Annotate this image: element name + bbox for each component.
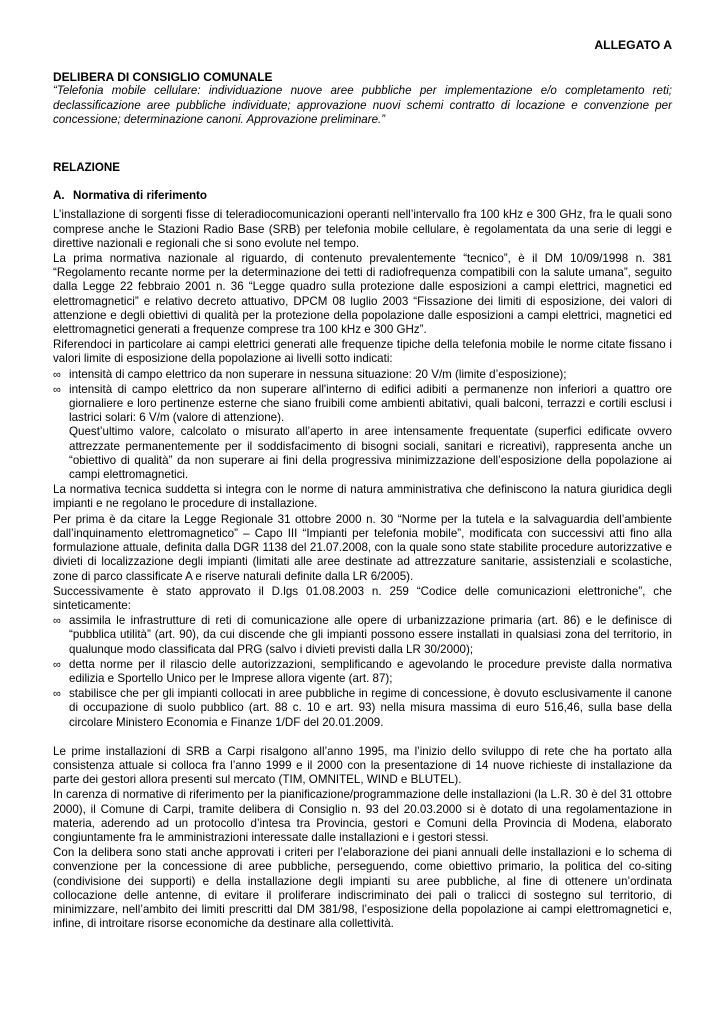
allegato-label: ALLEGATO A xyxy=(594,38,672,52)
bullet-icon: ∞ xyxy=(53,383,61,396)
bullet-icon: ∞ xyxy=(53,368,61,381)
list-item-main: intensità di campo elettrico da non superare all'interno di edifici adibiti a permanenze non inferiori a quattro ore giornaliere e loro pertinenze esterne che siano fruibili come ambienti abitativi, quali balconi, terrazzi e cortili esclusi i lastrici solari: 6 V/m (valore di attenzione). xyxy=(69,382,672,425)
bullet-icon: ∞ xyxy=(53,658,61,671)
paragraph: Per prima è da citare la Legge Regionale 31 ottobre 2000 n. 30 “Norme per la tutela e la salvaguardia dell’ambiente dall’inquinamento elettromagnetico” – Capo III “Impianti per telefonia mobile”, modificata con successivi atti fino alla formulazione attuale, definita dalla DGR 1138 del 21.07.2008, con la quale sono state stabilite procedure autorizzative e divieti di localizzazione degli impianti (limitati alle aree destinate ad attrezzature sanitarie, assistenziali e scolastiche, zone di parco classificate A e riserve naturali definite dalla LR 6/2005). xyxy=(53,512,672,583)
code-provisions-list xyxy=(53,614,672,730)
list-item xyxy=(53,687,672,730)
delibera-subject: “Telefonia mobile cellulare: individuazione nuove aree pubbliche per implementazione e/o completamento reti; declassificazione aree pubbliche individuate; approvazione nuovi schemi contratto di locazione e convenzione per concessione; determinazione canoni. Approvazione preliminare.” xyxy=(53,84,672,126)
paragraph: L’installazione di sorgenti fisse di teleradiocomunicazioni operanti nell’intervallo fra 100 kHz e 300 GHz, fra le quali sono comprese anche le Stazioni Radio Base (SRB) per telefonia mobile cellulare, è regolamentata da una serie di leggi e direttive nazionali e regionali che si sono evolute nel tempo. xyxy=(53,208,672,250)
list-item-text: assimila le infrastrutture di reti di comunicazione alle opere di urbanizzazione primaria (art. 86) e le definisce di “pubblica utilità” (art. 90), da cui discende che gli impianti possono essere installati in qualsiasi zona del territorio, in qualunque modo classificata dal PRG (salvo i divieti previsti dalla LR 30/2000); xyxy=(69,614,672,656)
section-number: A. xyxy=(53,189,65,203)
list-item xyxy=(53,383,672,482)
section-title: Normativa di riferimento xyxy=(73,189,208,203)
list-item-text: intensità di campo elettrico da non superare in nessuna situazione: 20 V/m (limite d’esposizione); xyxy=(69,367,567,381)
paragraph: La prima normativa nazionale al riguardo, di contenuto prevalentemente “tecnico”, è il DM 10/09/1998 n. 381 “Regolamento recante norme per la determinazione dei tetti di radiofrequenza compatibili con la salute umana”, seguito dalla Legge 22 febbraio 2001 n. 36 “Legge quadro sulla protezione dalle esposizioni a campi elettrici, magnetici ed elettromagnetici” e relativo decreto attuativo, DPCM 08 luglio 2003 “Fissazione dei limiti di esposizione, dei valori di attenzione e degli obiettivi di qualità per la protezione della popolazione dalle esposizioni a campi elettrici, magnetici ed elettromagnetici generati a frequenze comprese tra 100 kHz e 300 GHz”. xyxy=(53,252,672,337)
paragraph: Le prime installazioni di SRB a Carpi risalgono all’anno 1995, ma l’inizio dello sviluppo di rete che ha portato alla consistenza attuale si colloca fra l’anno 1999 e il 2000 con la presentazione di 14 nuove richieste di installazione da parte dei gestori allora presenti sul mercato (TIM, OMNITEL, WIND e BLUTEL). xyxy=(53,744,672,787)
paragraph: Riferendoci in particolare ai campi elettrici generati alle frequenze tipiche della telefonia mobile le norme citate fissano i valori limite di esposizione della popolazione ai livelli sotto indicati: xyxy=(53,338,672,366)
list-item-continuation: Quest’ultimo valore, calcolato o misurato all’aperto in aree intensamente frequentate (superfici edificate ovvero attrezzate permanentemente per il soddisfacimento di bisogni sociali, sanitari e ricreativi), rappresenta anche un “obiettivo di qualità” da non superare ai fini della progressiva minimizzazione dell’esposizione della popolazione ai campi elettromagnetici. xyxy=(69,425,672,482)
paragraph: La normativa tecnica suddetta si integra con le norme di natura amministrativa che definiscono la natura giuridica degli impianti e ne regolano le procedure di installazione. xyxy=(53,483,672,511)
delibera-title: DELIBERA DI CONSIGLIO COMUNALE xyxy=(53,70,273,85)
paragraph: In carenza di normative di riferimento per la pianificazione/programmazione delle installazioni (la L.R. 30 è del 31 ottobre 2000), il Comune di Carpi, tramite delibera di Consiglio n. 93 del 20.03.2000 si è dotato di una regolamentazione in materia, aderendo ad un protocollo d’intesa tra Provincia, gestori e Comuni della Provincia di Modena, elaborato congiuntamente fra le amministrazioni interessate dalle installazioni e i gestori stessi. xyxy=(53,788,672,844)
bullet-icon: ∞ xyxy=(53,688,61,701)
paragraph: Con la delibera sono stati anche approvati i criteri per l’elaborazione dei piani annuali delle installazioni e lo schema di convenzione per la concessione di aree pubbliche, perseguendo, come obiettivo primario, la politica del co-siting (condivisione dei supporti) e della installazione degli impianti su aree pubbliche, al fine di ottenere un’ordinata collocazione delle antenne, di evitare il proliferare indiscriminato dei pali o tralicci di sostegno sul territorio, di minimizzare, nell’ambito dei limiti prescritti dal DM 381/98, l’esposizione della popolazione ai campi elettromagnetici e, infine, di introitare risorse economiche da destinare alla collettività. xyxy=(53,846,672,931)
bullet-icon: ∞ xyxy=(53,615,61,628)
list-item xyxy=(53,658,672,686)
list-item xyxy=(53,368,672,382)
list-item-text: stabilisce che per gli impianti collocati in aree pubbliche in regime di concessione, è dovuto esclusivamente il canone di occupazione di suolo pubblico (art. 88 c. 10 e art. 93) nella misura massima di euro 516,46, sulla base della circolare Ministero Economia e Finanze 1/DF del 20.01.2009. xyxy=(69,687,672,729)
list-item-text xyxy=(69,383,672,482)
spacer xyxy=(53,731,672,745)
exposure-limits-list xyxy=(53,368,672,483)
list-item xyxy=(53,614,672,657)
list-item-text: detta norme per il rilascio delle autorizzazioni, semplificando e agevolando le procedure previste dalla normativa edilizia e Sportello Unico per le Imprese allora vigente (art. 87); xyxy=(69,657,672,685)
paragraph: Successivamente è stato approvato il D.lgs 01.08.2003 n. 259 “Codice delle comunicazioni elettroniche”, che sinteticamente: xyxy=(53,584,672,612)
relazione-heading: RELAZIONE xyxy=(53,161,120,175)
section-heading xyxy=(53,189,672,203)
